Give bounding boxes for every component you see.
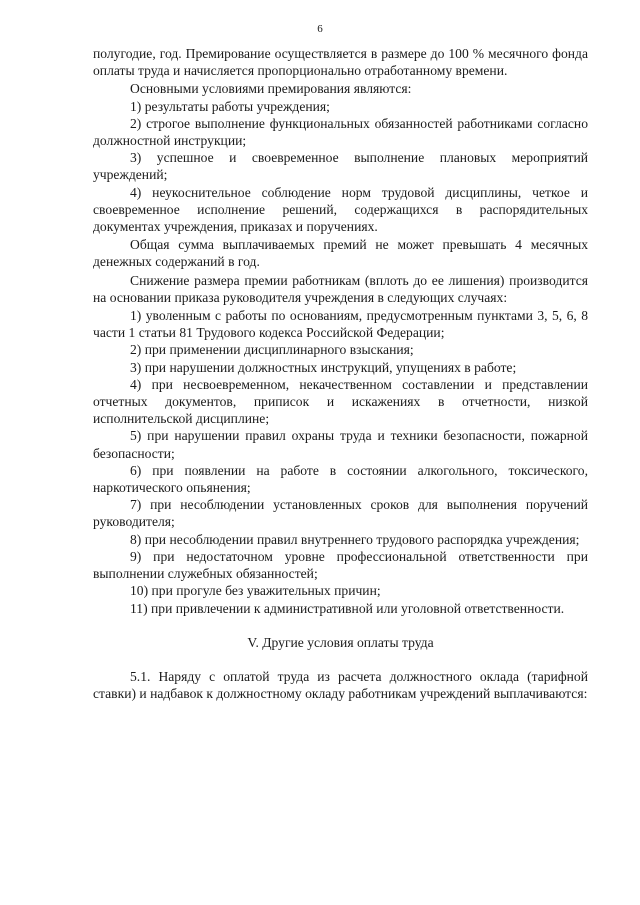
reduction-item: 9) при недостаточном уровне профессиональной ответственности при выполнении служебных обязанностей;: [93, 548, 588, 582]
condition-item: 2) строгое выполнение функциональных обязанностей работниками согласно должностной инструкции;: [93, 115, 588, 149]
reduction-item: 3) при нарушении должностных инструкций, упущениях в работе;: [130, 359, 517, 375]
reduction-item: 4) при несвоевременном, некачественном составлении и представлении отчетных документов, приписок и искажениях в отчетности, низкой исполнительской дисциплине;: [93, 376, 588, 427]
reduction-item: 8) при несоблюдении правил внутреннего трудового распорядка учреждения;: [130, 531, 580, 547]
condition-item: 3) успешное и своевременное выполнение плановых мероприятий учреждений;: [93, 150, 588, 183]
condition-item: 1) результаты работы учреждения;: [130, 98, 330, 114]
page-number: 6: [317, 23, 323, 35]
intro-paragraph: полугодие, год. Премирование осуществляется в размере до 100 % месячного фонда оплаты труда и начисляется пропорционально отработанному времени.: [93, 46, 588, 79]
reduction-item: 2) при применении дисциплинарного взыскания;: [130, 342, 414, 358]
reduction-title: Снижение размера премии работникам (вплоть до ее лишения) производится на основании приказа руководителя учреждения в следующих случаях:: [93, 272, 588, 305]
total-limit-paragraph: Общая сумма выплачиваемых премий не может превышать 4 месячных денежных содержаний в год.: [93, 237, 588, 270]
reduction-item: 10) при прогуле без уважительных причин;: [130, 583, 381, 599]
condition-item: 4) неукоснительное соблюдение норм трудовой дисциплины, четкое и своевременное исполнение решений, содержащихся в распорядительных документах учреждения, приказах и поручениях.: [93, 184, 588, 235]
section-heading: V. Другие условия оплаты труда: [247, 634, 434, 650]
reduction-item: 1) уволенным с работы по основаниям, предусмотренным пунктами 3, 5, 6, 8 части 1 статьи 81 Трудового кодекса Российской Федерации;: [93, 308, 588, 341]
document-body: [93, 45, 588, 702]
reduction-item: 11) при привлечении к административной или уголовной ответственности.: [130, 600, 565, 616]
conditions-title: Основными условиями премирования являются:: [130, 81, 412, 97]
reduction-item: 7) при несоблюдении установленных сроков для выполнения поручений руководителя;: [93, 497, 588, 530]
paragraph-5-1: 5.1. Наряду с оплатой труда из расчета должностного оклада (тарифной ставки) и надбавок к должностному окладу работникам учреждений выплачиваются:: [93, 668, 588, 702]
reduction-item: 6) при появлении на работе в состоянии алкогольного, токсического, наркотического опьянения;: [93, 462, 588, 496]
reduction-item: 5) при нарушении правил охраны труда и техники безопасности, пожарной безопасности;: [93, 428, 588, 461]
